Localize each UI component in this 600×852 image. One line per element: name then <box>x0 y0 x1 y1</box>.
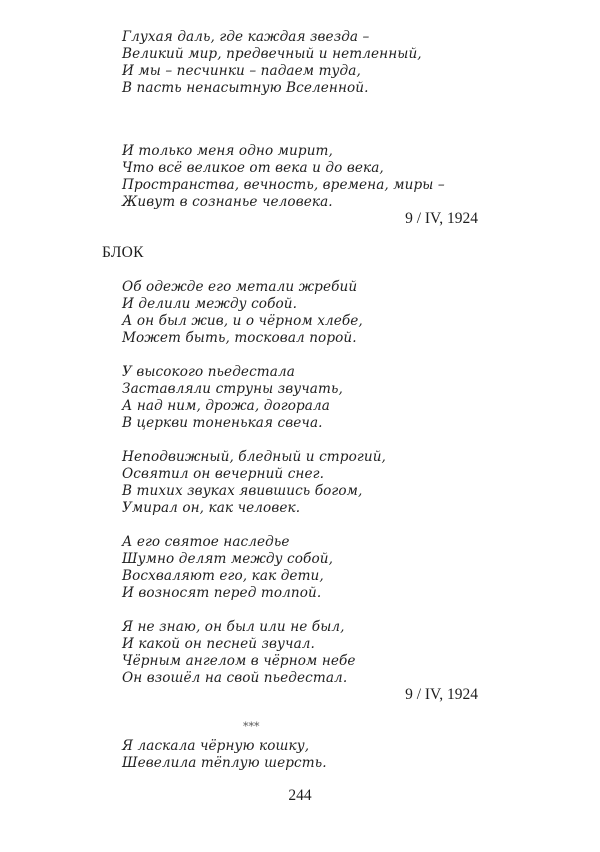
poem-line: В тихих звуках явившись богом, <box>122 483 363 499</box>
stanza <box>122 534 333 602</box>
poem-line: Неподвижный, бледный и строгий, <box>122 449 386 465</box>
poem-line: Что всё великое от века и до века, <box>122 160 384 176</box>
stanza <box>122 279 363 347</box>
poem-line: А он был жив, и о чёрном хлебе, <box>122 313 363 329</box>
stanza <box>122 738 327 772</box>
poem-line: И мы – песчинки – падаем туда, <box>122 63 361 79</box>
poem-line: Умирал он, как человек. <box>122 500 301 516</box>
poem-line: Освятил он вечерний снег. <box>122 466 324 482</box>
poem-line: В пасть ненасытную Вселенной. <box>122 80 369 96</box>
poem-line: Шевелила тёплую шерсть. <box>122 755 327 771</box>
poem-line: Пространства, вечность, времена, миры – <box>122 177 445 193</box>
poem-line: Может быть, тосковал порой. <box>122 330 357 346</box>
stanza <box>122 364 343 432</box>
stanza <box>122 29 422 97</box>
poem-date: 9 / IV, 1924 <box>405 686 478 703</box>
poem-line: Об одежде его метали жребий <box>122 279 358 295</box>
poem-title: БЛОК <box>102 244 144 261</box>
poem-line: А его святое наследье <box>122 534 290 550</box>
poem-line: И только меня одно мирит, <box>122 143 333 159</box>
poem-line: Заставляли струны звучать, <box>122 381 343 397</box>
poem-line: Я не знаю, он был или не был, <box>122 619 345 635</box>
poem-line: В церкви тоненькая свеча. <box>122 415 323 431</box>
poem-line: А над ним, дрожа, догорала <box>122 398 330 414</box>
stanza <box>122 143 445 211</box>
stanza <box>122 449 386 517</box>
poem-line: И возносят перед толпой. <box>122 585 322 601</box>
poem-line: И делили между собой. <box>122 296 298 312</box>
poem-line: И какой он песней звучал. <box>122 636 315 652</box>
poem-line: Глухая даль, где каждая звезда – <box>122 29 370 45</box>
poem-date: 9 / IV, 1924 <box>405 210 478 227</box>
poem-line: Восхваляют его, как дети, <box>122 568 324 584</box>
stanza <box>122 619 356 687</box>
poem-line: Живут в сознанье человека. <box>122 194 333 210</box>
poem-line: Чёрным ангелом в чёрном небе <box>122 653 356 669</box>
poem-line: У высокого пьедестала <box>122 364 295 380</box>
poem-line: Я ласкала чёрную кошку, <box>122 738 310 754</box>
poem-line: Шумно делят между собой, <box>122 551 333 567</box>
page-number: 244 <box>288 787 312 804</box>
asterism-separator: *** <box>243 720 260 733</box>
poem-line: Он взошёл на свой пьедестал. <box>122 670 348 686</box>
poem-line: Великий мир, предвечный и нетленный, <box>122 46 422 62</box>
